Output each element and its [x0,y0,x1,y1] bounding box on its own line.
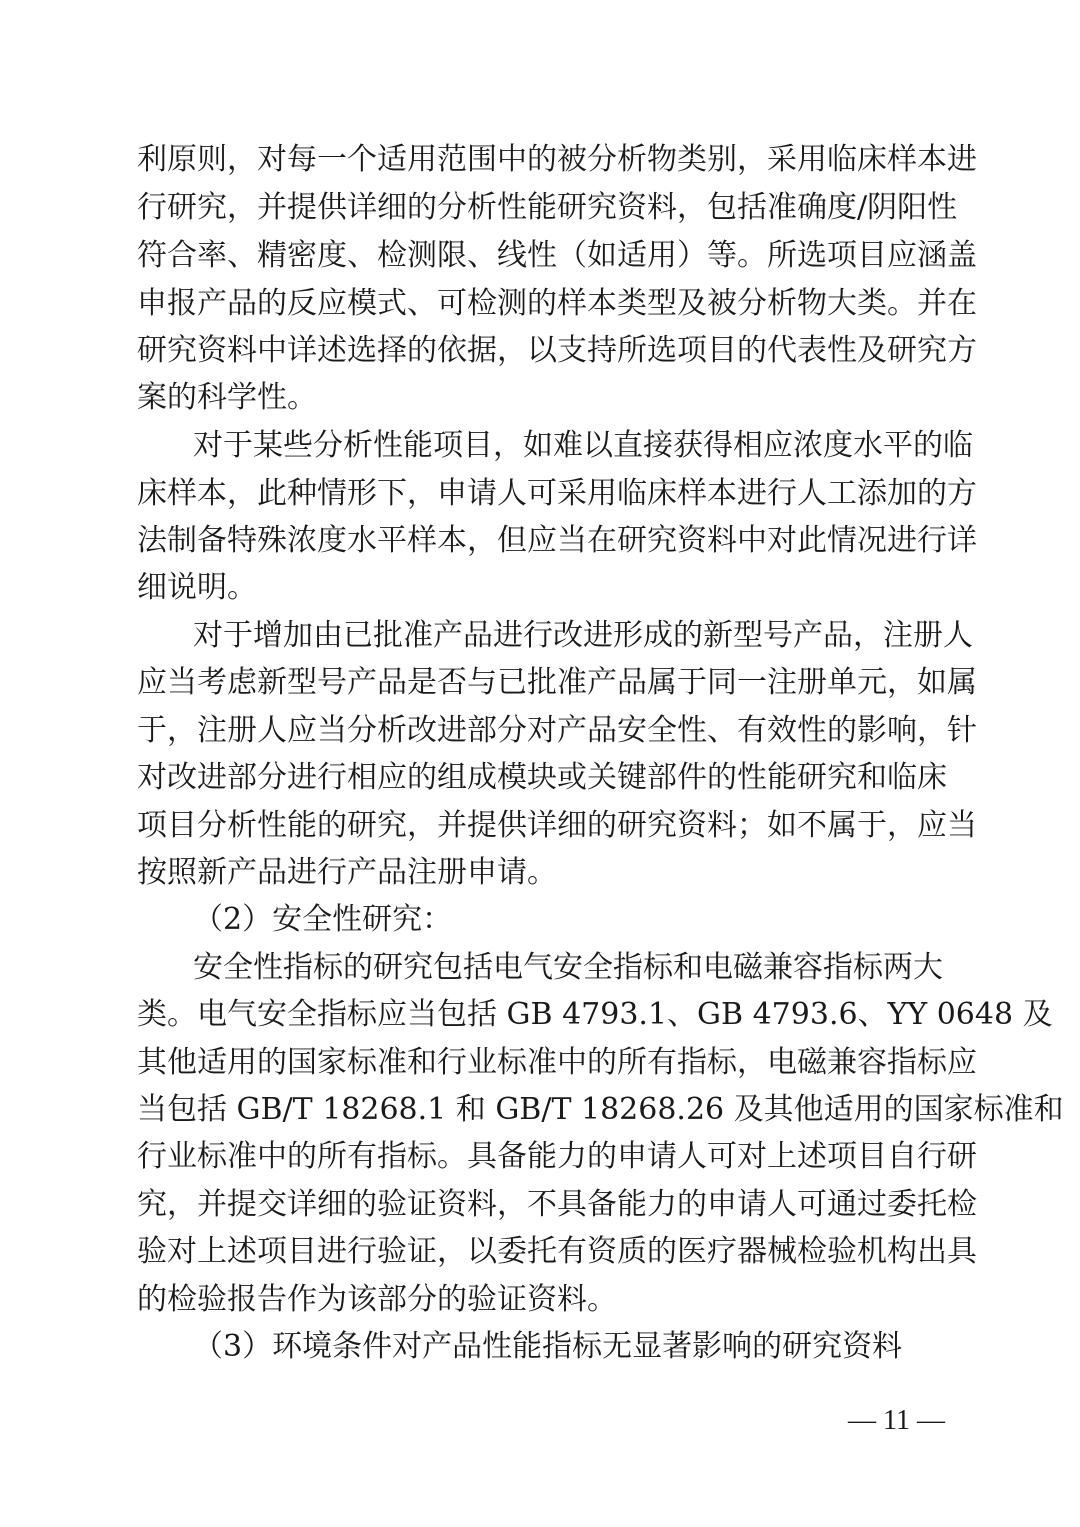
text-line: 按照新产品进行产品注册申请。 [137,855,557,890]
text-line: 类。电气安全指标应当包括 GB 4793.1、GB 4793.6、YY 0648 及 [137,997,1053,1032]
text-line: 行研究，并提供详细的分析性能研究资料，包括准确度/阴阳性 [137,190,958,225]
text-line: 细说明。 [137,570,257,605]
text-line: 于，注册人应当分析改进部分对产品安全性、有效性的影响，针 [137,713,977,748]
text-line: 项目分析性能的研究，并提供详细的研究资料；如不属于，应当 [137,808,977,843]
text-line: 对改进部分进行相应的组成模块或关键部件的性能研究和临床 [137,760,947,795]
text-line: 行业标准中的所有指标。具备能力的申请人可对上述项目自行研 [137,1139,977,1174]
text-line: 当包括 GB/T 18268.1 和 GB/T 18268.26 及其他适用的国家标准和 [137,1092,1064,1127]
text-line: 符合率、精密度、检测限、线性（如适用）等。所选项目应涵盖 [137,238,977,273]
text-line: 床样本，此种情形下，申请人可采用临床样本进行人工添加的方 [137,476,977,511]
text-line: 申报产品的反应模式、可检测的样本类型及被分析物大类。并在 [137,286,977,321]
page-number: — 11 — [848,1405,945,1436]
text-line: 安全性指标的研究包括电气安全指标和电磁兼容指标两大 [193,950,943,985]
text-line: 对于增加由已批准产品进行改进形成的新型号产品，注册人 [193,618,973,653]
text-line: 对于某些分析性能项目，如难以直接获得相应浓度水平的临 [193,428,973,463]
text-line: 其他适用的国家标准和行业标准中的所有指标，电磁兼容指标应 [137,1045,977,1080]
text-line: 研究资料中详述选择的依据，以支持所选项目的代表性及研究方 [137,333,977,368]
text-line: 应当考虑新型号产品是否与已批准产品属于同一注册单元，如属 [137,665,977,700]
text-line: 利原则，对每一个适用范围中的被分析物类别，采用临床样本进 [137,142,977,177]
text-line: 法制备特殊浓度水平样本，但应当在研究资料中对此情况进行详 [137,523,977,558]
text-line: 验对上述项目进行验证，以委托有资质的医疗器械检验机构出具 [137,1234,977,1269]
text-line: 案的科学性。 [137,380,317,415]
text-line: 究，并提交详细的验证资料，不具备能力的申请人可通过委托检 [137,1187,977,1222]
text-line: 的检验报告作为该部分的验证资料。 [137,1282,617,1317]
section-heading: （3）环境条件对产品性能指标无显著影响的研究资料 [193,1329,903,1364]
section-heading: （2）安全性研究： [193,902,453,937]
